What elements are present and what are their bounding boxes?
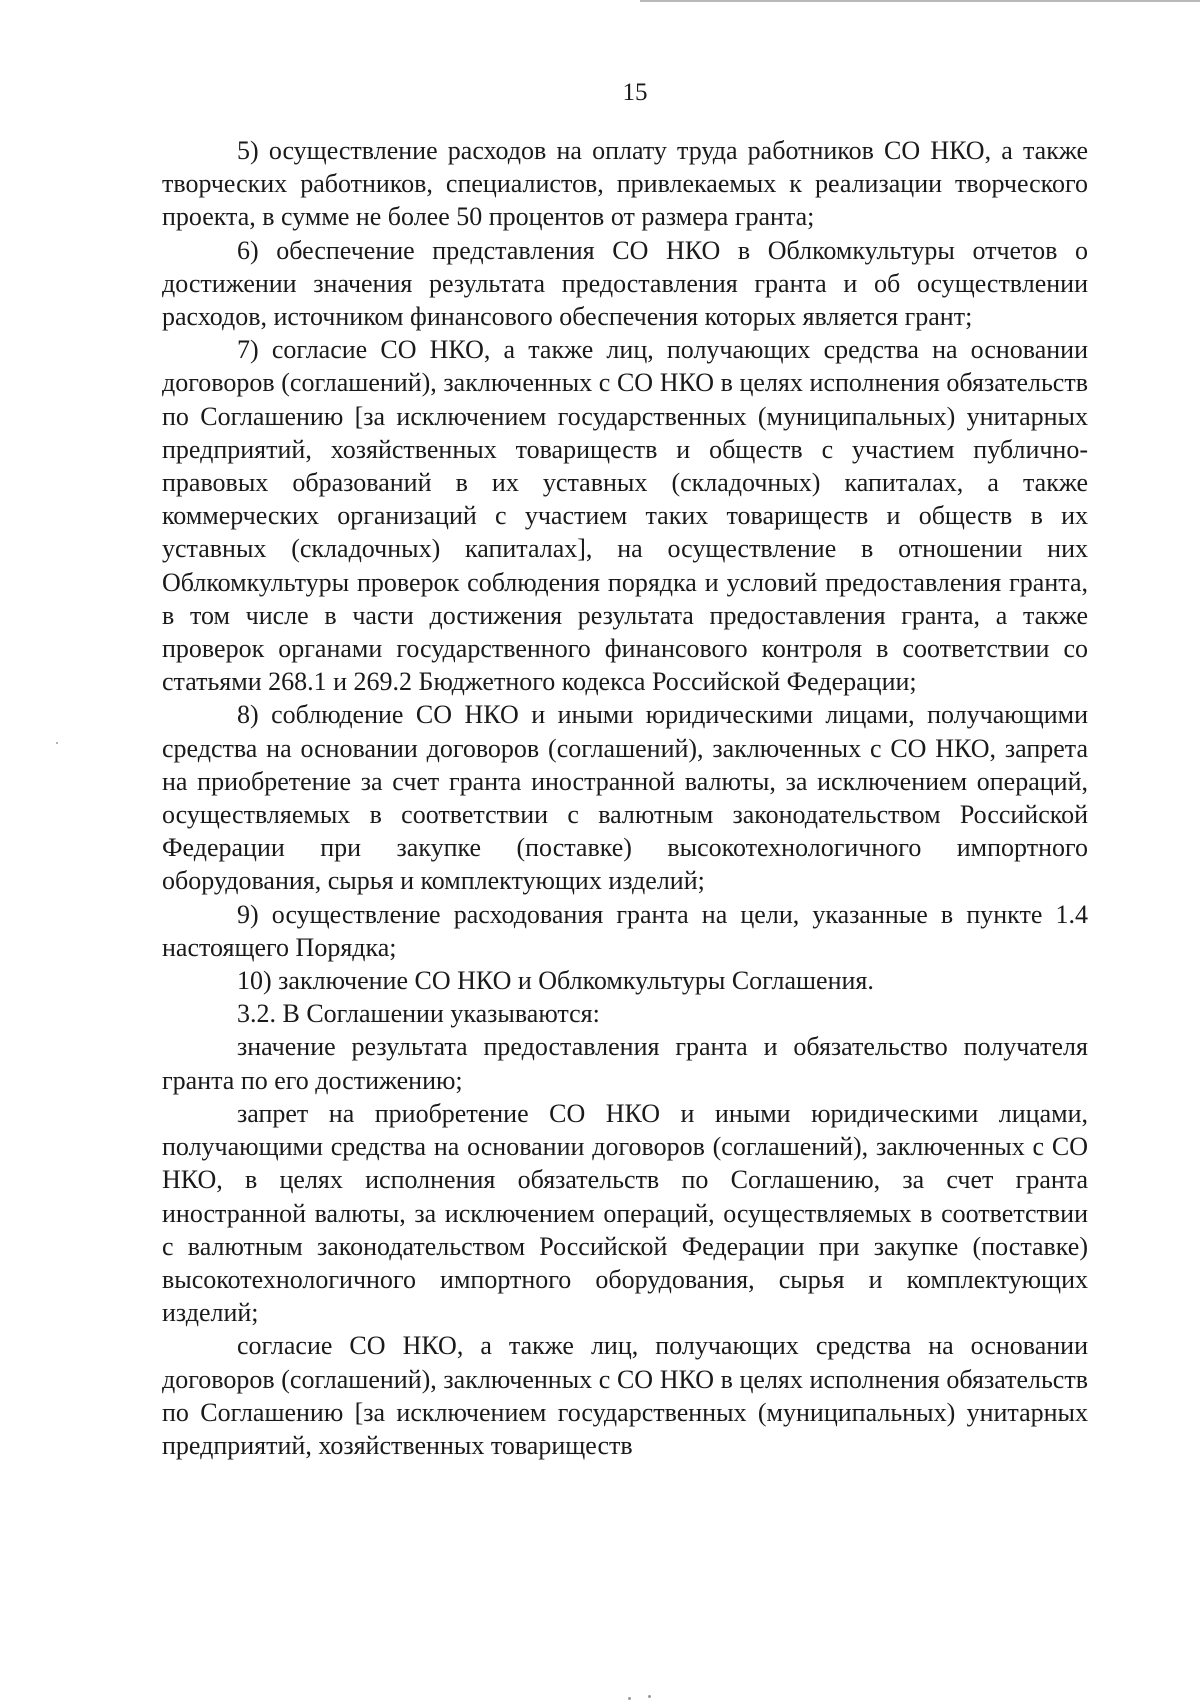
scan-edge-line [640, 0, 1200, 2]
scan-speck [56, 742, 58, 744]
scan-speck [648, 1695, 651, 1698]
scan-speck [628, 1697, 631, 1700]
list-item-7: 7) согласие СО НКО, а также лиц, получающих средства на основании договоров (соглашений), заключенных с СО НКО в целях исполнения обязательств по Соглашению [за исключением государственных (муниципальных) унитарных предприятий, хозяйственных товариществ и обществ с участием публично-правовых образований в их уставных (складочных) капиталах, а также коммерческих организаций с участием таких товариществ и обществ в их уставных (складочных) капиталах], на осуществление в отношении них Облкомкультуры проверок соблюдения порядка и условий предоставления гранта, в том числе в части достижения результата предоставления гранта, а также проверок органами государственного финансового контроля в соответствии со статьями 268.1 и 269.2 Бюджетного кодекса Российской Федерации; [162, 335, 1088, 697]
list-item-5: 5) осуществление расходов на оплату труда работников СО НКО, а также творческих работников, специалистов, привлекаемых к реализации творческого проекта, в сумме не более 50 процентов от размера гранта; [162, 136, 1088, 232]
list-item-6: 6) обеспечение представления СО НКО в Облкомкультуры отчетов о достижении значения результата предоставления гранта и об осуществлении расходов, источником финансового обеспечения которых является грант; [162, 235, 1088, 332]
document-body [162, 134, 1088, 1462]
clause-consent: согласие СО НКО, а также лиц, получающих средства на основании договоров (соглашений), заключенных с СО НКО в целях исполнения обязательств по Соглашению [за исключением государственных (муниципальных) унитарных предприятий, хозяйственных товариществ [162, 1331, 1088, 1460]
section-heading-3-2: 3.2. В Соглашении указываются: [237, 999, 600, 1029]
page-number: 15 [622, 79, 648, 106]
list-item-10: 10) заключение СО НКО и Облкомкультуры Соглашения. [237, 966, 874, 996]
list-item-9: 9) осуществление расходования гранта на цели, указанные в пункте 1.4 настоящего Порядка; [162, 899, 1088, 962]
list-item-8: 8) соблюдение СО НКО и иными юридическими лицами, получающими средства на основании договоров (соглашений), заключенных с СО НКО, запрета на приобретение за счет гранта иностранной валюты, за исключением операций, осуществляемых в соответствии с валютным законодательством Российской Федерации при закупке (поставке) высокотехнологичного импортного оборудования, сырья и комплектующих изделий; [162, 700, 1088, 896]
clause-currency-ban: запрет на приобретение СО НКО и иными юридическими лицами, получающими средства на основании договоров (соглашений), заключенных с СО НКО, в целях исполнения обязательств по Соглашению, за счет гранта иностранной валюты, за исключением операций, осуществляемых в соответствии с валютным законодательством Российской Федерации при закупке (поставке) высокотехнологичного импортного оборудования, сырья и комплектующих изделий; [162, 1098, 1088, 1328]
clause-result-value: значение результата предоставления гранта и обязательство получателя гранта по его достижению; [162, 1032, 1088, 1095]
